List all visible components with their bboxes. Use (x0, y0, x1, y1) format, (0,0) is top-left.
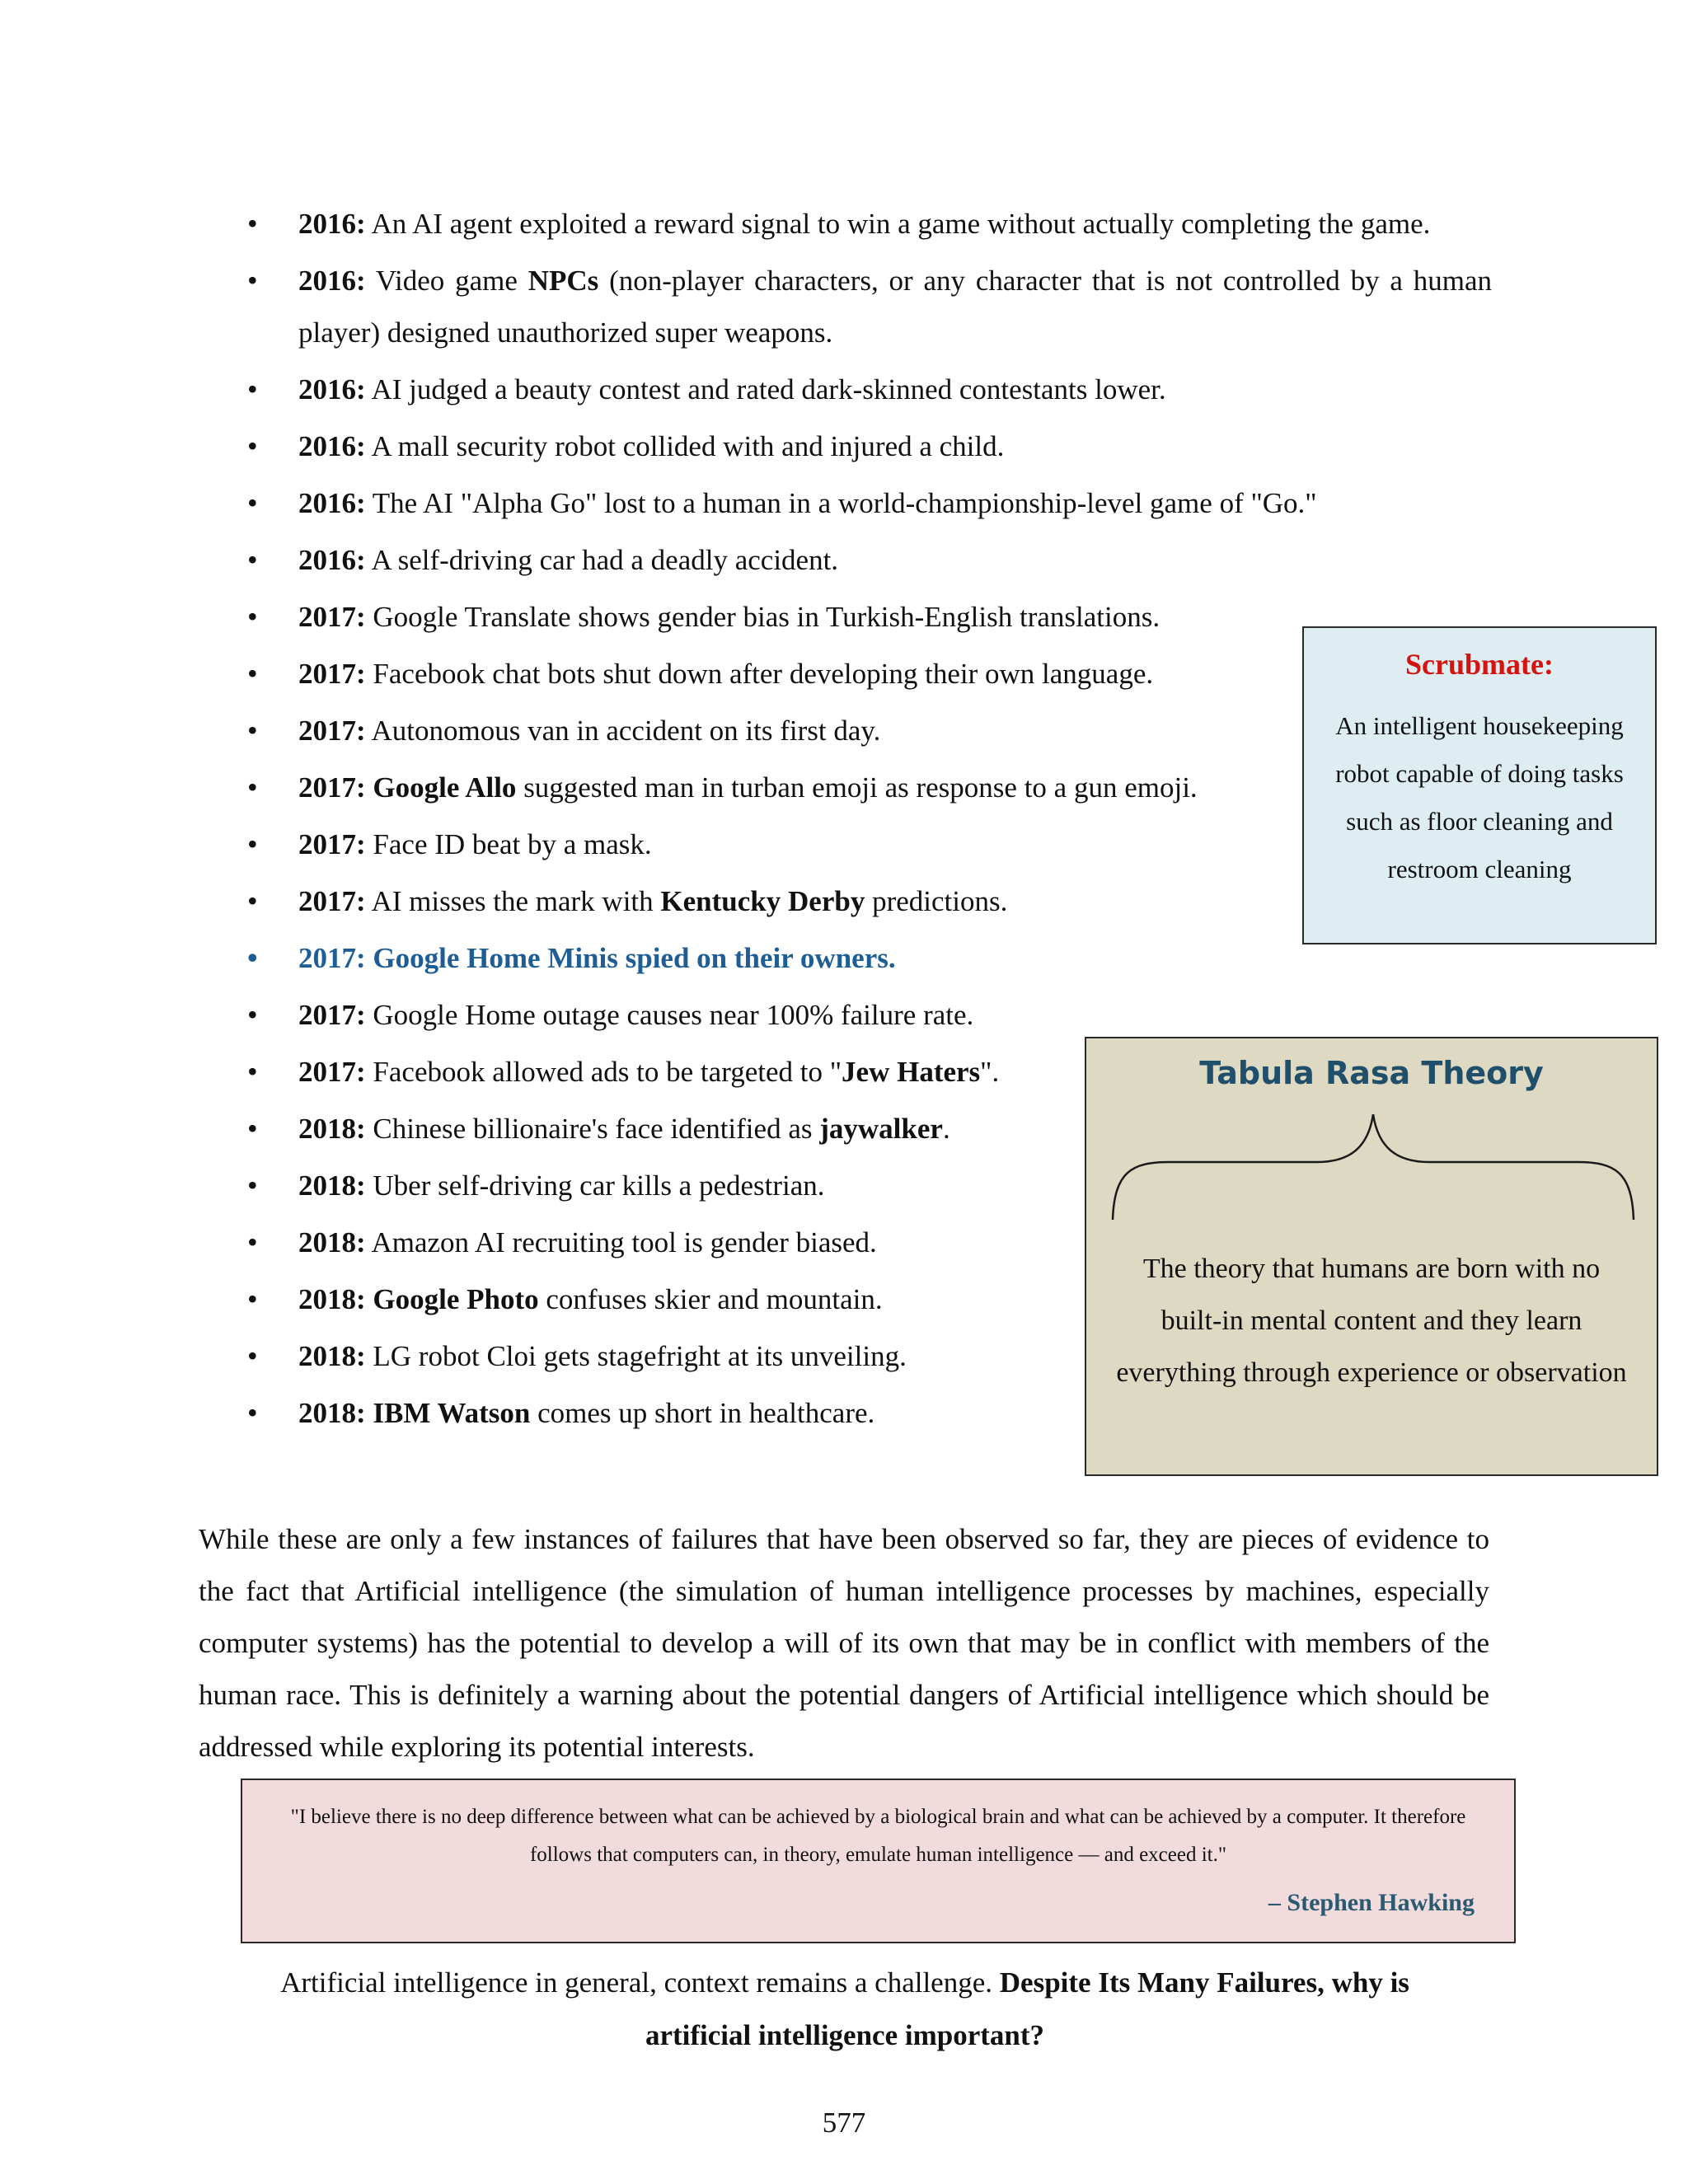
body-paragraph: While these are only a few instances of failures that have been observed so far, they are pieces of evidence to the fact that Artificial intelligence (the simulation of human intelligence processes by machines, especially computer systems) has the potential to develop a will of its own that may be in conflict with members of the human race. This is definitely a warning about the potential dangers of Artificial intelligence which should be addressed while exploring its potential interests. (199, 1523, 1489, 1763)
timeline-item: • 2018: LG robot Cloi gets stagefright at its unveiling. (247, 1330, 1492, 1382)
quote-box (241, 1779, 1516, 1943)
closing-question (247, 1957, 1442, 2062)
timeline-item: • 2018: Google Photo confuses skier and mountain. (247, 1273, 1492, 1325)
timeline-item: • 2016: The AI "Alpha Go" lost to a human in a world-championship-level game of "Go." (247, 477, 1492, 529)
closing-bold-question: Despite Its Many Failures, why is artificial intelligence important? (645, 1966, 1409, 2051)
tabula-rasa-definition: The theory that humans are born with no built-in mental content and they learn everything through experience or observation (1116, 1254, 1627, 1388)
quote-author: – Stephen Hawking (1268, 1889, 1475, 1916)
timeline-item: • 2016: AI judged a beauty contest and rated dark-skinned contestants lower. (247, 363, 1492, 415)
timeline-item: • 2018: Uber self-driving car kills a pedestrian. (247, 1160, 1492, 1212)
timeline-item: • 2017: Facebook allowed ads to be targeted to "Jew Haters". (247, 1046, 1492, 1098)
timeline-item: • 2017: Face ID beat by a mask. (247, 818, 1492, 870)
timeline-item: • 2017: AI misses the mark with Kentucky Derby predictions. (247, 875, 1492, 927)
timeline-item-highlighted: • 2017: Google Home Minis spied on their owners. (247, 932, 1492, 984)
timeline-item: • 2018: IBM Watson comes up short in healthcare. (247, 1387, 1492, 1439)
timeline-item: • 2017: Google Translate shows gender bias in Turkish-English translations. (247, 591, 1492, 643)
tabula-rasa-title: Tabula Rasa Theory (1199, 1055, 1544, 1091)
timeline-item: • 2016: Video game NPCs (non-player characters, or any character that is not controlled by a human player) designed unauthorized super weapons. (247, 255, 1492, 359)
timeline-item: • 2018: Chinese billionaire's face identified as jaywalker. (247, 1103, 1492, 1155)
timeline-item: • 2016: An AI agent exploited a reward signal to win a game without actually completing the game. (247, 198, 1492, 250)
closing-text: Artificial intelligence in general, context remains a challenge. (280, 1966, 993, 1999)
quote-text: "I believe there is no deep difference between what can be achieved by a biological brain and what can be achieved by a computer. It therefore follows that computers can, in theory, emulate human intelligence — and exceed it." (290, 1806, 1466, 1866)
tabula-rasa-sidebar-box (1085, 1037, 1658, 1476)
timeline-item: • 2017: Google Home outage causes near 100% failure rate. (247, 989, 1492, 1041)
timeline-item: • 2018: Amazon AI recruiting tool is gender biased. (247, 1216, 1492, 1268)
timeline-item: • 2017: Facebook chat bots shut down after developing their own language. (247, 648, 1492, 700)
curly-brace-icon (1111, 1114, 1635, 1221)
scrubmate-sidebar-box (1302, 626, 1657, 944)
timeline-item: • 2017: Autonomous van in accident on its first day. (247, 705, 1492, 757)
timeline-item: • 2017: Google Allo suggested man in turban emoji as response to a gun emoji. (247, 762, 1492, 813)
scrubmate-description: An intelligent housekeeping robot capable of doing tasks such as floor cleaning and restroom cleaning (1335, 711, 1624, 883)
scrubmate-title: Scrubmate: (1405, 648, 1554, 681)
timeline-item: • 2016: A mall security robot collided with and injured a child. (247, 420, 1492, 472)
page-number: 577 (822, 2107, 866, 2139)
timeline-item: • 2016: A self-driving car had a deadly accident. (247, 534, 1492, 586)
